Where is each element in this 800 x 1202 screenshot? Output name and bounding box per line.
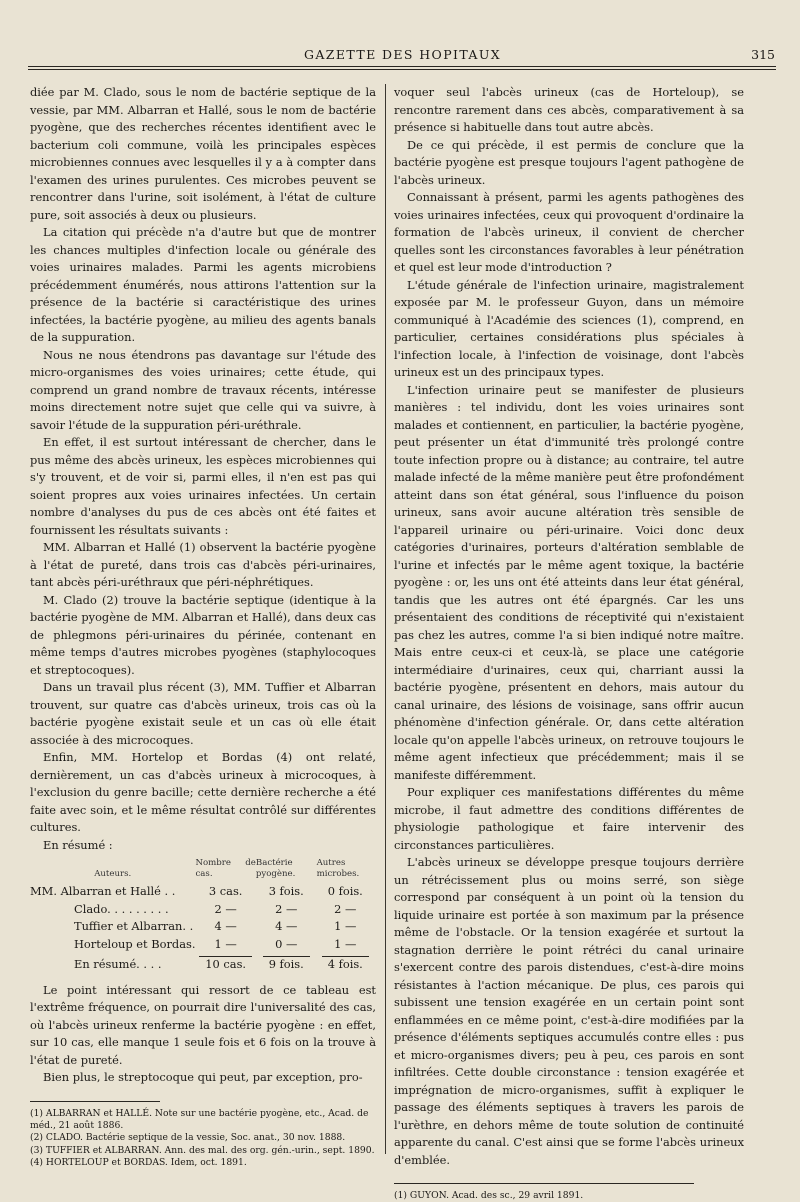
paragraph: La citation qui précède n'a d'autre but que de montrer les chances multiples d'infection locale ou générale des voies urinaires malades. Parmi les agents microbiens précédemment énumérés, nous attirons l'attention sur la présence de la bactérie si caractéristique des urines infectées, la bactérie pyogène, au milieu des agents banals de la suppuration.	[30, 225, 376, 344]
table-cell: 0 —	[275, 936, 298, 951]
table-cell: MM. Albarran et Hallé . .	[30, 884, 176, 898]
table-cell: 1 —	[334, 919, 357, 933]
paragraph: voquer seul l'abcès urineux (cas de Horteloup), se rencontre rarement dans ces abcès, comparativement à sa présence si habituelle dans tout autre abcès.	[394, 85, 744, 134]
column-header: Auteurs.	[94, 869, 132, 879]
footnotes	[30, 1108, 376, 1170]
table-cell: 4 fois.	[322, 956, 369, 971]
table-cell: Clado. . . . . . . . .	[74, 901, 169, 916]
table-cell: Tuffier et Albarran. .	[74, 919, 194, 933]
paragraph: L'étude générale de l'infection urinaire, magistralement exposée par M. le professeur Guyon, dans un mémoire communiqué à l'Académie des sciences (1), comprend, en particulier, certaines considérations plus spéciales à l'infection locale, à l'infection de voisinage, dont l'abcès urineux est un des principaux types.	[394, 277, 744, 379]
paragraph: M. Clado (2) trouve la bactérie septique (identique à la bactérie pyogène de MM. Albarran et Hallé), dans deux cas de phlegmons péri-urinaires du périnée, contenant en même temps d'autres microbes pyogènes (staphylocoques et streptocoques).	[30, 592, 376, 677]
paragraph: Nous ne nous étendrons pas davantage sur l'étude des micro-organismes des voies urinaires; cette étude, qui comprend un grand nombre de travaux récents, intéresse moins directement notre sujet que celle qui va suivre, à savoir l'étude de la suppuration péri-uréthrale.	[30, 347, 376, 432]
table-cell: En résumé. . . .	[74, 957, 162, 971]
header-rule	[28, 66, 776, 67]
paragraph: Dans un travail plus récent (3), MM. Tuffier et Albarran trouvent, sur quatre cas d'abcès urineux, trois cas où la bactérie pyogène existait seule et un cas où elle était associée à des microcoques.	[30, 680, 376, 747]
table-row	[30, 883, 374, 901]
paragraph: De ce qui précède, il est permis de conclure que la bactérie pyogène est presque toujours l'agent pathogène de l'abcès urineux.	[394, 137, 744, 187]
table-cell: 4 —	[214, 919, 237, 933]
table-row	[30, 901, 374, 919]
paragraph: diée par M. Clado, sous le nom de bactérie septique de la vessie, par MM. Albarran et Hallé, sous le nom de bactérie pyogène, que des recherches récentes identifient avec le bacterium coli commune, voilà les principales espèces microbiennes connues avec lesquelles il y a à compter dans l'examen des urines purulentes. Ces microbes peuvent se rencontrer dans l'urine, soit isolément, à l'état de culture pure, soit associés à deux ou plusieurs.	[30, 85, 376, 222]
summary-table	[30, 858, 374, 974]
table-cell: 2 —	[275, 901, 298, 916]
footnote-rule	[30, 1101, 160, 1102]
table-row	[30, 936, 374, 954]
header-rule-double	[28, 69, 776, 70]
table-row	[30, 918, 374, 936]
footnote-rule	[394, 1183, 694, 1184]
table-cell: 9 fois.	[263, 956, 310, 971]
paragraph: En résumé :	[43, 837, 113, 852]
table-cell: 1 —	[334, 936, 357, 951]
footnote: (3) TUFFIER et ALBARRAN. Ann. des mal. des org. gén.-urin., sept. 1890.	[30, 1144, 375, 1156]
paragraph: Pour expliquer ces manifestations différentes du même microbe, il faut admettre des conditions différentes de physiologie pathologique et faire intervenir des circonstances particulières.	[394, 785, 744, 852]
column-header: Nombre de cas.	[195, 858, 256, 879]
column-divider	[385, 84, 386, 1154]
paragraph: Bien plus, le streptocoque qui peut, par exception, pro-	[43, 1070, 363, 1084]
table-cell: 1 —	[214, 936, 237, 951]
table-total-row	[30, 953, 374, 974]
paragraph: Enfin, MM. Hortelop et Bordas (4) ont relaté, dernièrement, un cas d'abcès urineux à microcoques, à l'exclusion du genre bacille; cette dernière recherche a été faite avec soin, et le même résultat contrôlé sur différentes cultures.	[30, 750, 376, 834]
table-cell: 3 cas.	[208, 884, 243, 898]
page-number: 315	[751, 47, 775, 62]
right-column	[394, 84, 744, 1202]
paragraph: Connaissant à présent, parmi les agents pathogènes des voies urinaires infectées, ceux qui provoquent d'ordinaire la formation de l'abcès urineux, il convient de chercher quelles sont les circonstances favorables à leur pénétration et quel est leur mode d'introduction ?	[394, 190, 744, 274]
table-cell: 2 —	[214, 901, 237, 916]
journal-title: GAZETTE DES HOPITAUX	[303, 47, 502, 62]
footnote: (4) HORTELOUP et BORDAS. Idem, oct. 1891.	[30, 1157, 247, 1169]
table-header-row	[30, 858, 374, 883]
table-cell: 4 —	[275, 919, 298, 933]
table-cell: 3 fois.	[268, 884, 304, 898]
paragraph: L'abcès urineux se développe presque toujours derrière un rétrécissement plus ou moins serré, son siège correspond par conséquent à un point où la tension du liquide urinaire est portée à son maximum par la présence même de l'obstacle. Or la tension exagérée et surtout la stagnation derrière le point rétréci du canal urinaire s'exercent contre des parois distendues, c'est-à-dire moins résistantes à l'action mécanique. De plus, ces parois qui subissent une tension exagérée en un certain point sont enflammées en ce même point, c'est-à-dire modifiées par la présence d'éléments septiques accumulés contre elles : pus et micro-organismes divers; peu à peu, ces parois en sont infiltrées. Cette double circonstance : tension exagérée et imprégnation de micro-organismes, suffit à expliquer le passage des éléments septiques à travers les parois de l'urèthre, en dehors même de toute solution de continuité apparente du canal. C'est ainsi que se forme l'abcès urineux d'emblée.	[394, 855, 744, 1167]
footnotes	[394, 1190, 744, 1202]
paragraph: MM. Albarran et Hallé (1) observent la bactérie pyogène à l'état de pureté, dans trois cas d'abcès péri-urinaires, tant abcès péri-uréthraux que péri-néphrétiques.	[30, 540, 376, 589]
table-cell: 0 fois.	[327, 884, 363, 898]
footnote: (1) GUYON. Acad. des sc., 29 avril 1891.	[394, 1190, 584, 1201]
page-header	[30, 47, 775, 67]
column-header: Autres microbes.	[316, 858, 360, 879]
table-cell: Horteloup et Bordas.	[74, 936, 196, 951]
table-cell: 2 —	[334, 901, 357, 916]
paragraph: Le point intéressant qui ressort de ce tableau est l'extrême fréquence, on pourrait dire l'universalité des cas, où l'abcès urineux renferme la bactérie pyogène : en effet, sur 10 cas, elle manque 1 seule fois et 6 fois on la trouve à l'état de pureté.	[30, 982, 376, 1067]
footnote: (2) CLADO. Bactérie septique de la vessie, Soc. anat., 30 nov. 1888.	[30, 1132, 346, 1144]
footnote: (1) ALBARRAN et HALLÉ. Note sur une bactérie pyogène, etc., Acad. de méd., 21 août 1886.	[30, 1107, 369, 1131]
table-cell: 10 cas.	[199, 956, 252, 971]
left-column	[30, 84, 376, 1170]
paragraph: L'infection urinaire peut se manifester de plusieurs manières : tel individu, dont les voies urinaires sont malades et contiennent, en particulier, la bactérie pyogène, peut présenter un état d'immunité très prolongé contre toute infection propre ou à distance; au contraire, tel autre malade infecté de la même manière peut être profondément atteint dans son état général, sous l'influence du poison urineux, sans avoir aucune altération très sensible de l'appareil urinaire ou péri-urinaire. Voici donc deux catégories d'urinaires, porteurs d'altération semblable de l'urine et infectés par le même agent toxique, la bactérie pyogène : or, les uns ont été atteints dans leur état général, tandis que les autres ont été épargnés. Car les uns présentaient des conditions de réceptivité qui n'existaient pas chez les autres, comme l'a si bien indiqué notre maître. Mais entre ceux-ci et ceux-là, se place une catégorie intermédiaire d'urinaires, ceux qui, charriant aussi la bactérie pyogène, présentent en dehors, mais autour du canal urinaire, des lésions de voisinage, sans offrir aucun phénomène d'infection générale. Or, dans cette altération locale qu'on appelle l'abcès urineux, on retrouve toujours le même agent infectieux que précédemment; mais il se manifeste différemment.	[394, 382, 744, 782]
column-header: Bactérie pyogène.	[255, 858, 296, 879]
paragraph: En effet, il est surtout intéressant de chercher, dans le pus même des abcès urineux, les espèces microbiennes qui s'y trouvent, et de voir si, parmi elles, il n'en est pas qui soient propres aux voies urinaires infectées. Un certain nombre d'analyses du pus de ces abcès ont été faites et fournissent les résultats suivants :	[30, 435, 376, 537]
